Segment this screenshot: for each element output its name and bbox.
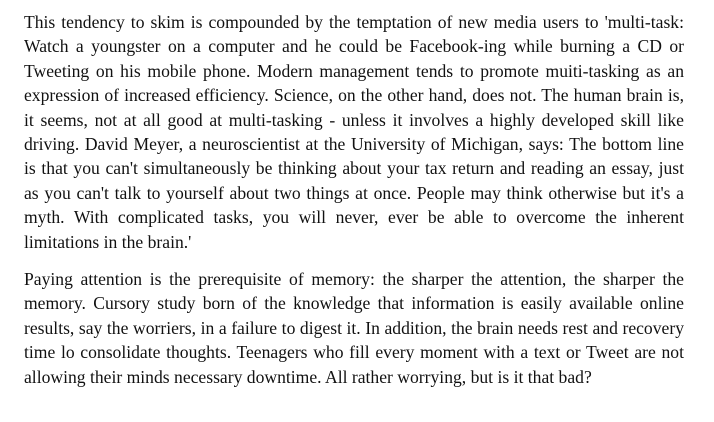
paragraph-multitasking: This tendency to skim is compounded by the temptation of new media users to 'multi-task: Watch a youngster on a computer and he could be Facebook-ing while burning a CD or Tweeting on his mobile phone. Modern management tends to promote muiti-tasking as an expression of increased efficiency. Science, on the other hand, does not. The human brain is, it seems, not at all good at multi-tasking - unless it involves a highly developed skill like driving. David Meyer, a neuroscientist at the University of Michigan, says: The bottom line is that you can't simultaneously be thinking about your tax return and reading an essay, just as you can't talk to yourself about two things at once. People may think otherwise but it's a myth. With complicated tasks, you will never, ever be able to overcome the inherent limitations in the brain.' [24,12,684,252]
document-body [24,10,684,389]
paragraph-attention-memory: Paying attention is the prerequisite of memory: the sharper the attention, the sharper the memory. Cursory study born of the knowledge that information is easily available online results, say the worriers, in a failure to digest it. In addition, the brain needs rest and recovery time lo consolidate thoughts. Teenagers who fill every moment with a text or Tweet are not allowing their minds necessary downtime. All rather worrying, but is it that bad? [24,269,684,387]
